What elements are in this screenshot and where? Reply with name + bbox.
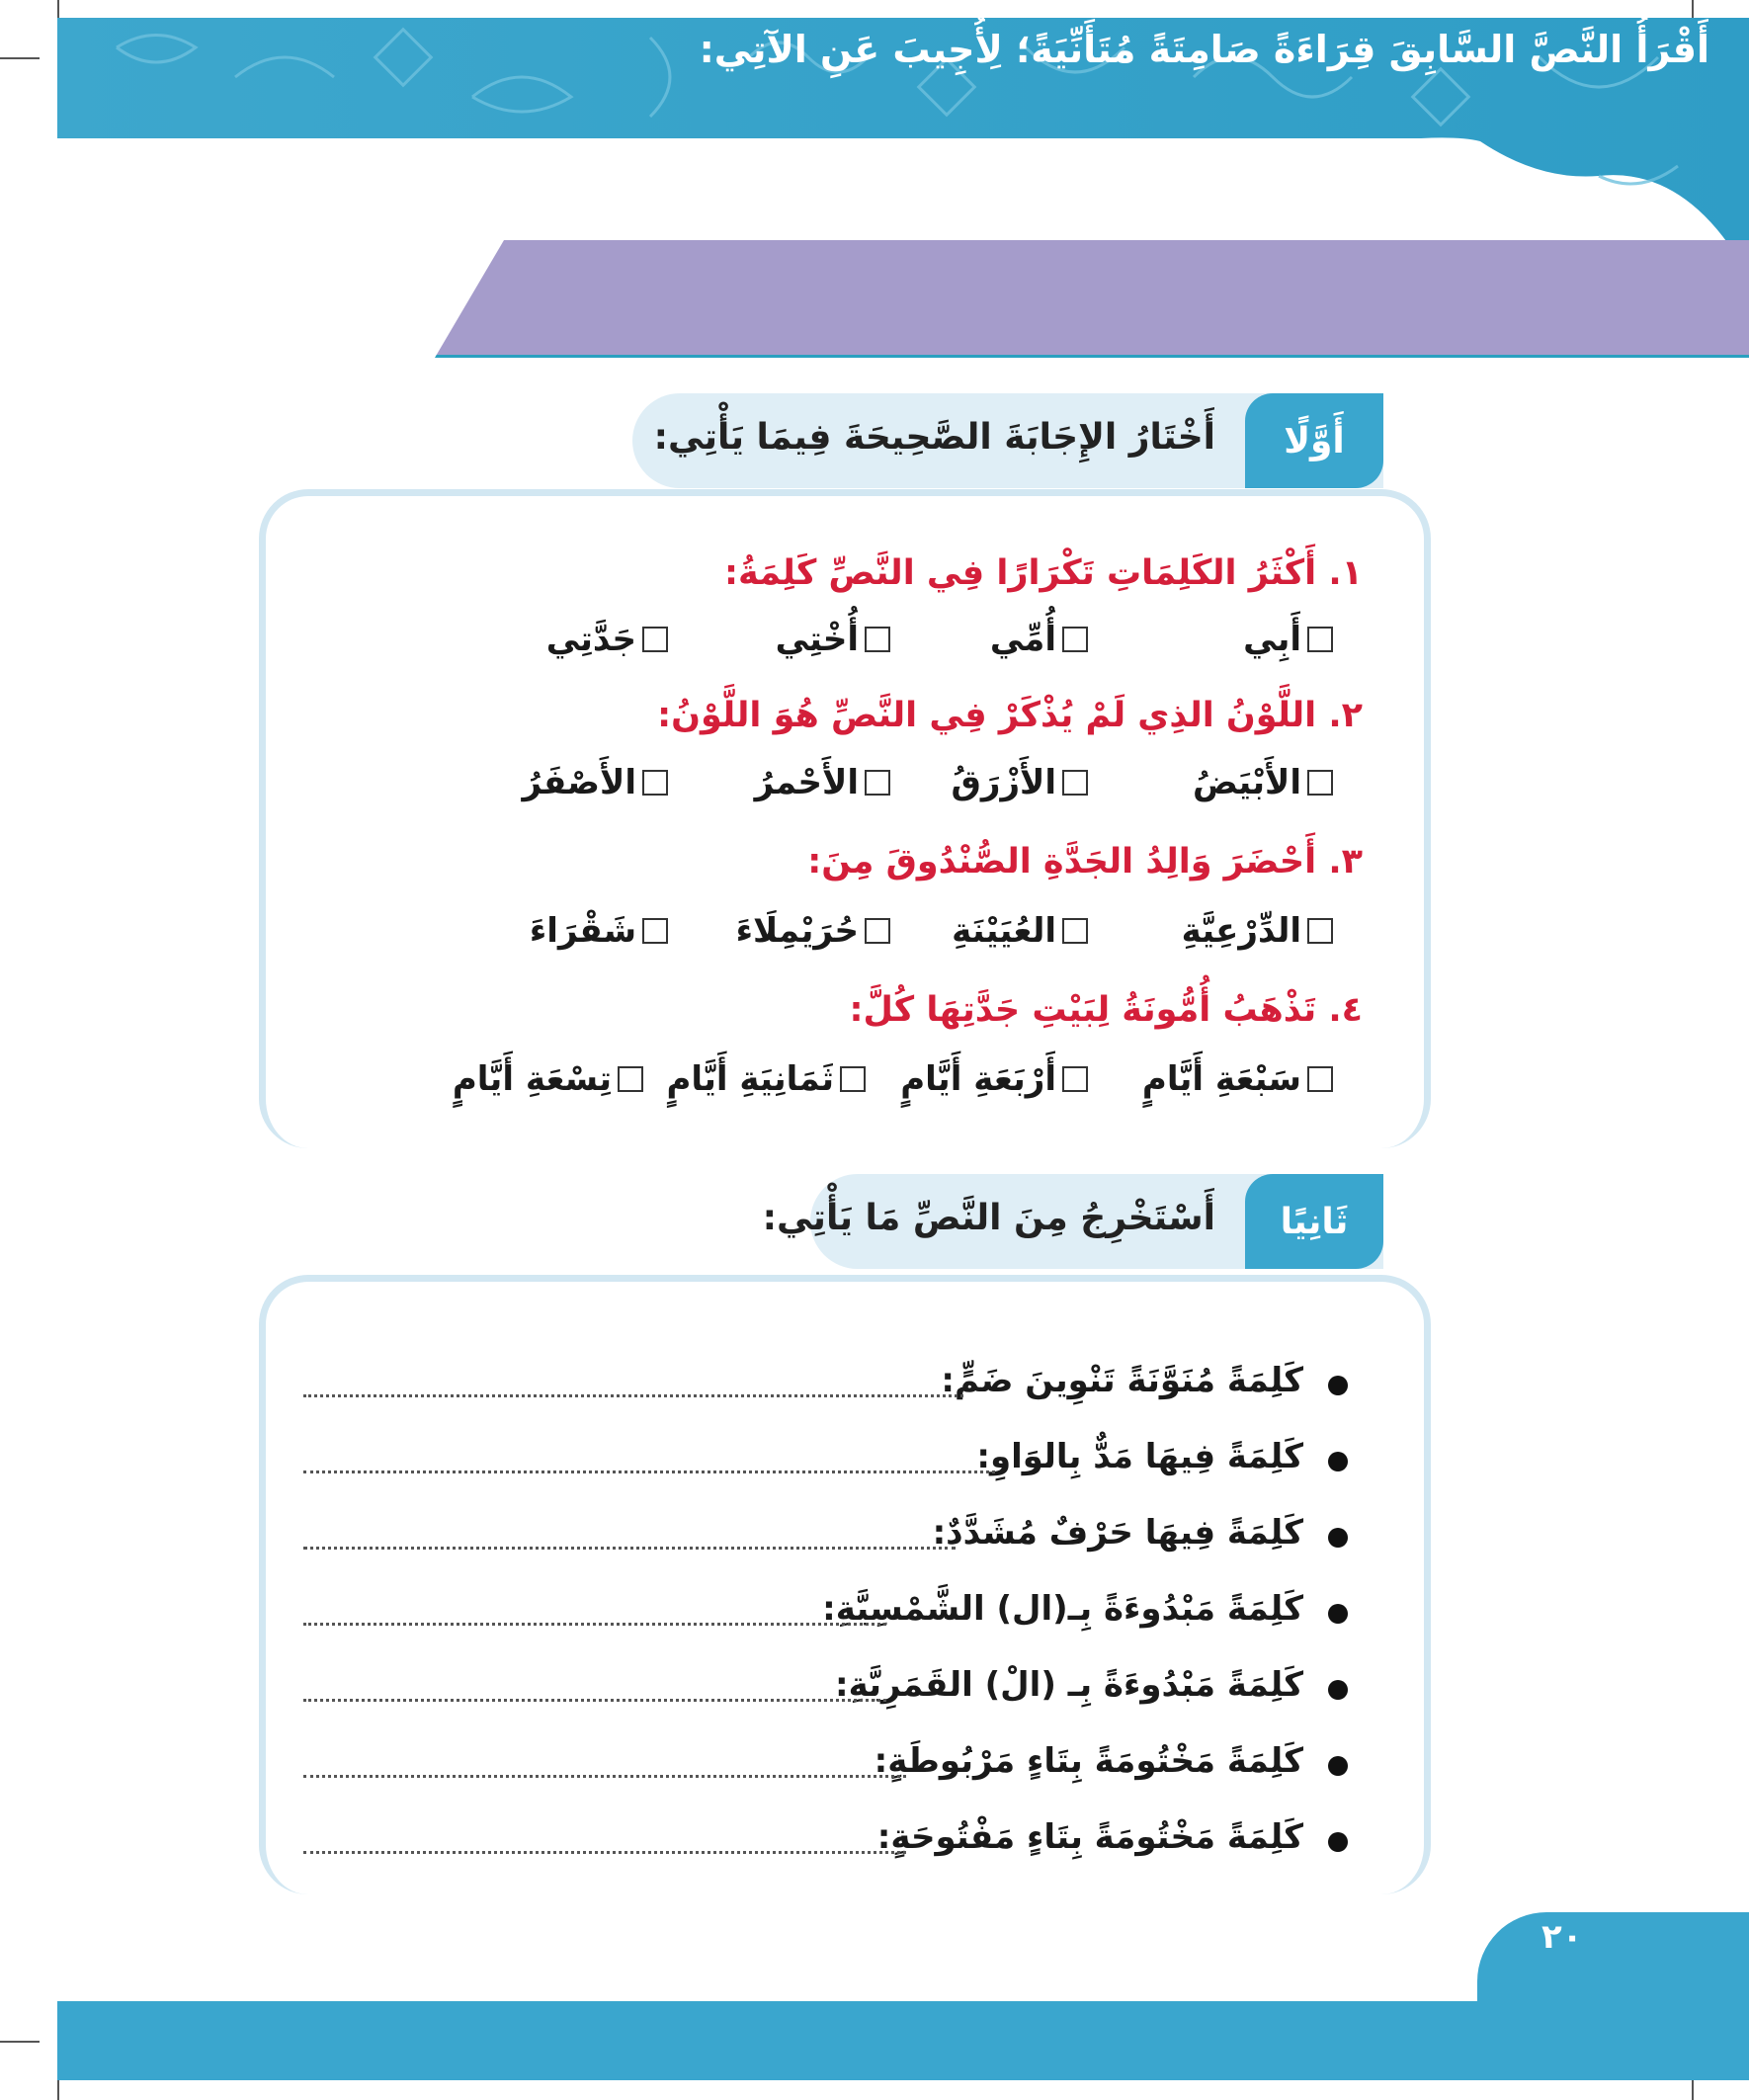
answer-line[interactable]: [303, 1467, 995, 1473]
checkbox[interactable]: [1307, 1066, 1333, 1092]
extract-prompt: كَلِمَةً مُنَوَّنَةً تَنْوِينَ ضَمٍّ:: [941, 1361, 1303, 1400]
option-label: جَدَّتِي: [545, 620, 636, 659]
checkbox[interactable]: [618, 1066, 643, 1092]
option-label: ثَمَانِيَةِ أَيَّامٍ: [666, 1059, 834, 1099]
question-3-options: [266, 911, 1424, 961]
section2-label: ثَانِيًا: [1245, 1174, 1383, 1269]
extract-prompt: كَلِمَةً مَبْدُوءَةً بِـ(ال) الشَّمْسِيَّةِ:: [822, 1589, 1303, 1629]
option-1-1[interactable]: [1243, 620, 1333, 659]
section1-panel: [259, 489, 1431, 1148]
checkbox[interactable]: [1307, 770, 1333, 796]
option-label: سَبْعَةِ أَيَّامٍ: [1141, 1059, 1301, 1099]
option-2-4[interactable]: [523, 763, 668, 802]
option-label: أُخْتِي: [775, 620, 859, 659]
answer-line[interactable]: [303, 1771, 906, 1778]
option-1-4[interactable]: [546, 620, 668, 659]
crop-mark-tl-h: [0, 57, 40, 59]
option-label: شَقْرَاءَ: [529, 911, 636, 951]
option-label: الأَزْرَقُ: [951, 763, 1056, 802]
bullet-dot: [1328, 1376, 1348, 1395]
section1-label: أَوَّلًا: [1245, 393, 1383, 488]
bullet-dot: [1328, 1604, 1348, 1624]
checkbox[interactable]: [865, 627, 890, 652]
checkbox[interactable]: [1307, 627, 1333, 652]
instruction-bar: [435, 240, 1749, 358]
option-4-4[interactable]: [453, 1059, 643, 1099]
question-1: ١. أَكْثَرُ الكَلِمَاتِ تَكْرَارًا فِي النَّصِّ كَلِمَةُ:: [724, 553, 1363, 593]
checkbox[interactable]: [642, 627, 668, 652]
option-label: الأَحْمرُ: [754, 763, 859, 802]
option-3-4[interactable]: [530, 911, 668, 951]
checkbox[interactable]: [1062, 770, 1088, 796]
option-label: الأَصْفَرُ: [522, 763, 636, 802]
crop-mark-bl-h: [0, 2041, 40, 2043]
bullet-dot: [1328, 1680, 1348, 1700]
extract-item-5: [303, 1665, 1348, 1715]
option-label: أَبِي: [1243, 620, 1301, 659]
section1-title: أَخْتَارُ الإِجَابَةَ الصَّحِيحَةَ فِيمَا يَأْتِي:: [653, 417, 1215, 458]
question-3: ٣. أَحْضَرَ وَالِدُ الجَدَّةِ الصُّنْدُوقَ مِنَ:: [807, 842, 1363, 882]
checkbox[interactable]: [1062, 627, 1088, 652]
bullet-dot: [1328, 1832, 1348, 1852]
option-2-1[interactable]: [1193, 763, 1333, 802]
footer-bar: [57, 2001, 1749, 2080]
extract-item-7: [303, 1817, 1348, 1867]
extract-item-3: [303, 1513, 1348, 1562]
option-2-2[interactable]: [951, 763, 1088, 802]
answer-line[interactable]: [303, 1695, 886, 1702]
bullet-dot: [1328, 1528, 1348, 1548]
checkbox[interactable]: [840, 1066, 866, 1092]
answer-line[interactable]: [303, 1543, 956, 1550]
option-2-3[interactable]: [755, 763, 890, 802]
page-number: ٢٠: [1541, 1917, 1583, 1957]
bullet-dot: [1328, 1756, 1348, 1776]
option-1-2[interactable]: [990, 620, 1088, 659]
option-label: أُمِّي: [989, 620, 1056, 659]
checkbox[interactable]: [1307, 918, 1333, 944]
answer-line[interactable]: [303, 1619, 886, 1626]
bullet-dot: [1328, 1452, 1348, 1471]
section2-panel: [259, 1275, 1431, 1894]
extract-prompt: كَلِمَةً مَبْدُوءَةً بِـ (الْ) القَمَرِيَّةِ:: [834, 1665, 1303, 1705]
option-label: حُرَيْمِلَاءَ: [735, 911, 859, 951]
checkbox[interactable]: [1062, 1066, 1088, 1092]
checkbox[interactable]: [865, 918, 890, 944]
option-3-1[interactable]: [1182, 911, 1333, 951]
option-label: الدِّرْعِيَّةِ: [1181, 911, 1301, 951]
answer-line[interactable]: [303, 1390, 963, 1397]
extract-prompt: كَلِمَةً فِيهَا مَدٌّ بِالوَاوِ:: [976, 1437, 1303, 1476]
section2-title: أَسْتَخْرِجُ مِنَ النَّصِّ مَا يَأْتِي:: [762, 1198, 1215, 1238]
extract-prompt: كَلِمَةً مَخْتُومَةً بِتَاءٍ مَرْبُوطَةٍ:: [874, 1741, 1303, 1781]
crop-mark-bl-v: [57, 2080, 59, 2100]
option-4-1[interactable]: [1142, 1059, 1333, 1099]
extract-item-6: [303, 1741, 1348, 1791]
crop-mark-tl-v: [57, 0, 59, 20]
extract-prompt: كَلِمَةً مَخْتُومَةً بِتَاءٍ مَفْتُوحَةٍ:: [876, 1817, 1303, 1857]
option-4-2[interactable]: [900, 1059, 1088, 1099]
question-2: ٢. اللَّوْنُ الذِي لَمْ يُذْكَرْ فِي النَّصِّ هُوَ اللَّوْنُ:: [657, 696, 1363, 735]
extract-item-1: [303, 1361, 1348, 1410]
question-4: ٤. تَذْهَبُ أُمُّونَةُ لِبَيْتِ جَدَّتِهَا كُلَّ:: [849, 990, 1363, 1030]
question-4-options: [266, 1059, 1424, 1109]
extract-item-2: [303, 1437, 1348, 1486]
checkbox[interactable]: [642, 770, 668, 796]
option-label: الأَبْيَضُ: [1192, 763, 1301, 802]
extract-prompt: كَلِمَةً فِيهَا حَرْفٌ مُشَدَّدٌ:: [932, 1513, 1303, 1553]
option-label: أَرْبَعَةِ أَيَّامٍ: [900, 1059, 1056, 1099]
checkbox[interactable]: [1062, 918, 1088, 944]
option-label: العُيَيْنَةِ: [952, 911, 1056, 951]
option-3-3[interactable]: [736, 911, 890, 951]
section2-tab: [762, 1174, 1383, 1269]
option-4-3[interactable]: [666, 1059, 866, 1099]
option-label: تِسْعَةِ أَيَّامٍ: [452, 1059, 612, 1099]
option-3-2[interactable]: [952, 911, 1088, 951]
question-1-options: [266, 620, 1424, 669]
extract-item-4: [303, 1589, 1348, 1638]
checkbox[interactable]: [642, 918, 668, 944]
answer-line[interactable]: [303, 1847, 906, 1854]
section1-tab: [632, 393, 1383, 488]
option-1-3[interactable]: [776, 620, 890, 659]
question-2-options: [266, 763, 1424, 812]
checkbox[interactable]: [865, 770, 890, 796]
footer-tab: [1477, 1912, 1749, 2006]
instruction-text: أَقْرَأُ النَّصَّ السَّابِقَ قِرَاءَةً صَامِتَةً مُتَأَنِّيَةً؛ لِأُجِيبَ عَنِ الآتِي:: [699, 28, 1709, 71]
